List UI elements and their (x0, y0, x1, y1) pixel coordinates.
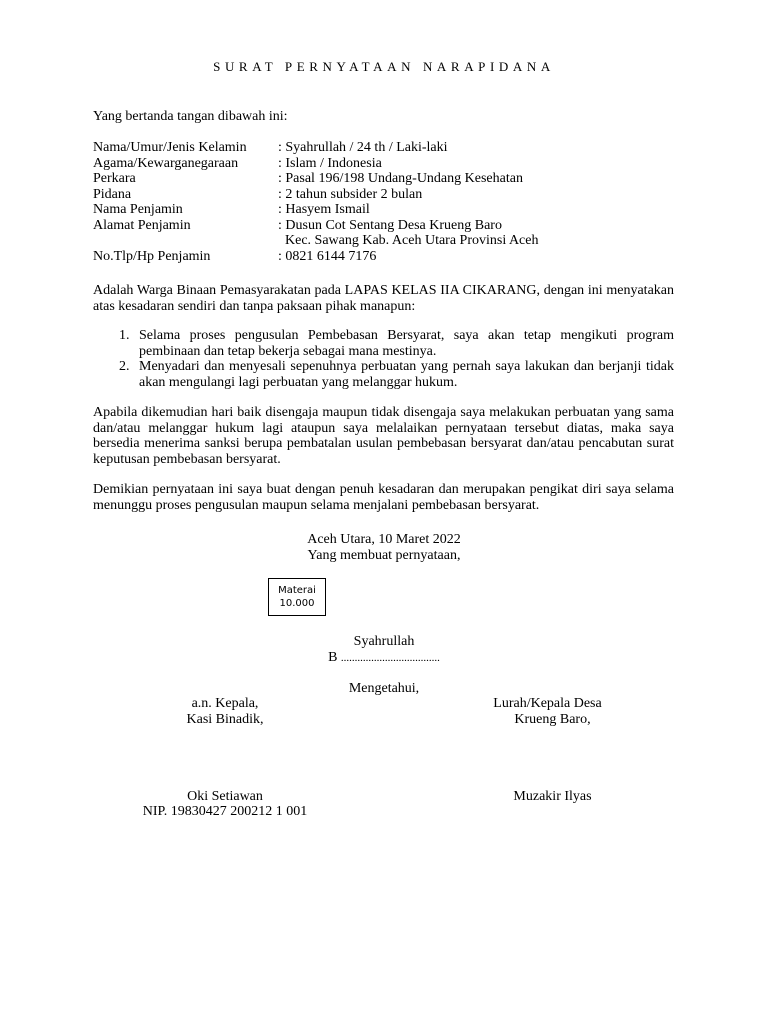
maker-label: Yang membuat pernyataan, (307, 548, 461, 563)
field-row (93, 140, 693, 156)
field-value: : 0821 6144 7176 (278, 248, 377, 264)
sanction-paragraph: Apabila dikemudian hari baik disengaja maupun tidak disengaja saya melakukan perbuatan yang sama dan/atau melanggar hukum lagi ataupun saya melalaikan pernyataan tersebut diatas, maka saya bersedia menerima sanksi berupa pembatalan usulan pembebasan bersyarat dan/atau pencabutan surat keputusan pembebasan bersyarat. (93, 405, 674, 467)
field-label: Pidana (93, 186, 132, 202)
list-item (93, 328, 674, 359)
field-value: : 2 tahun subsider 2 bulan (278, 186, 423, 202)
stamp-label: Materai (278, 585, 316, 596)
list-text: Selama proses pengusulan Pembebasan Bersyarat, saya akan tetap mengikuti program pembinaan dan tetap bekerja sebagai mana mestinya. (139, 328, 674, 359)
field-value: : Hasyem Ismail (278, 202, 370, 217)
statement-paragraph: Adalah Warga Binaan Pemasyarakatan pada LAPAS KELAS IIA CIKARANG, dengan ini menyatakan atas kesadaran sendiri dan tanpa paksaan pihak manapun: (93, 283, 674, 314)
field-label (93, 233, 278, 249)
field-row (93, 171, 693, 187)
left-signatory-role-2: Kasi Binadik, (186, 712, 264, 727)
field-label: Agama/Kewarganegaraan (93, 155, 239, 171)
list-text: Menyadari dan menyesali sepenuhnya perbuatan yang pernah saya lakukan dan berjanji tidak akan mengulangi lagi perbuatan yang melanggar hukum. (139, 359, 674, 390)
signer-id (0, 650, 768, 667)
materai-stamp (268, 578, 326, 616)
closing-paragraph: Demikian pernyataan ini saya buat dengan penuh kesadaran dan merupakan pengikat diri saya selama menunggu proses pengusulan maupun selama menjalani pembebasan bersyarat. (93, 482, 674, 513)
field-value: : Dusun Cot Sentang Desa Krueng Baro (278, 217, 502, 233)
field-label: Perkara (93, 171, 136, 186)
field-label: No.Tlp/Hp Penjamin (93, 248, 211, 264)
field-label: Nama Penjamin (93, 202, 183, 217)
field-row (93, 233, 693, 249)
signer-name: Syahrullah (353, 634, 415, 649)
field-row (93, 187, 693, 203)
list-item (93, 359, 674, 390)
place-date: Aceh Utara, 10 Maret 2022 (307, 532, 461, 547)
field-label: Nama/Umur/Jenis Kelamin (93, 140, 247, 155)
right-signatory-name: Muzakir Ilyas (513, 789, 592, 804)
stamp-value: 10.000 (279, 598, 315, 609)
field-row (93, 202, 693, 218)
field-row (93, 249, 693, 265)
field-value: : Syahrullah / 24 th / Laki-laki (278, 140, 448, 155)
commitment-list (93, 328, 674, 390)
right-signatory-role-2: Krueng Baro, (514, 712, 591, 727)
list-number: 1. (119, 328, 130, 343)
field-value: Kec. Sawang Kab. Aceh Utara Provinsi Aceh (278, 233, 539, 248)
left-signatory-name: Oki Setiawan (187, 789, 263, 804)
intro-text: Yang bertanda tangan dibawah ini: (93, 109, 288, 124)
signer-id-dots: .................................... (340, 652, 440, 664)
field-value: : Pasal 196/198 Undang-Undang Kesehatan (278, 171, 523, 186)
left-signatory-nip: NIP. 19830427 200212 1 001 (142, 804, 308, 819)
letter-title: SURAT PERNYATAAN NARAPIDANA (213, 59, 555, 74)
field-row (93, 156, 693, 172)
signer-id-prefix: B (328, 650, 338, 665)
left-signatory-role-1: a.n. Kepala, (191, 696, 259, 711)
identity-fields (93, 140, 693, 264)
field-row (93, 218, 693, 234)
acknowledge-label: Mengetahui, (348, 681, 420, 696)
field-value: : Islam / Indonesia (278, 155, 382, 171)
list-number: 2. (119, 359, 130, 374)
right-signatory-role-1: Lurah/Kepala Desa (493, 696, 602, 711)
field-label: Alamat Penjamin (93, 217, 191, 233)
